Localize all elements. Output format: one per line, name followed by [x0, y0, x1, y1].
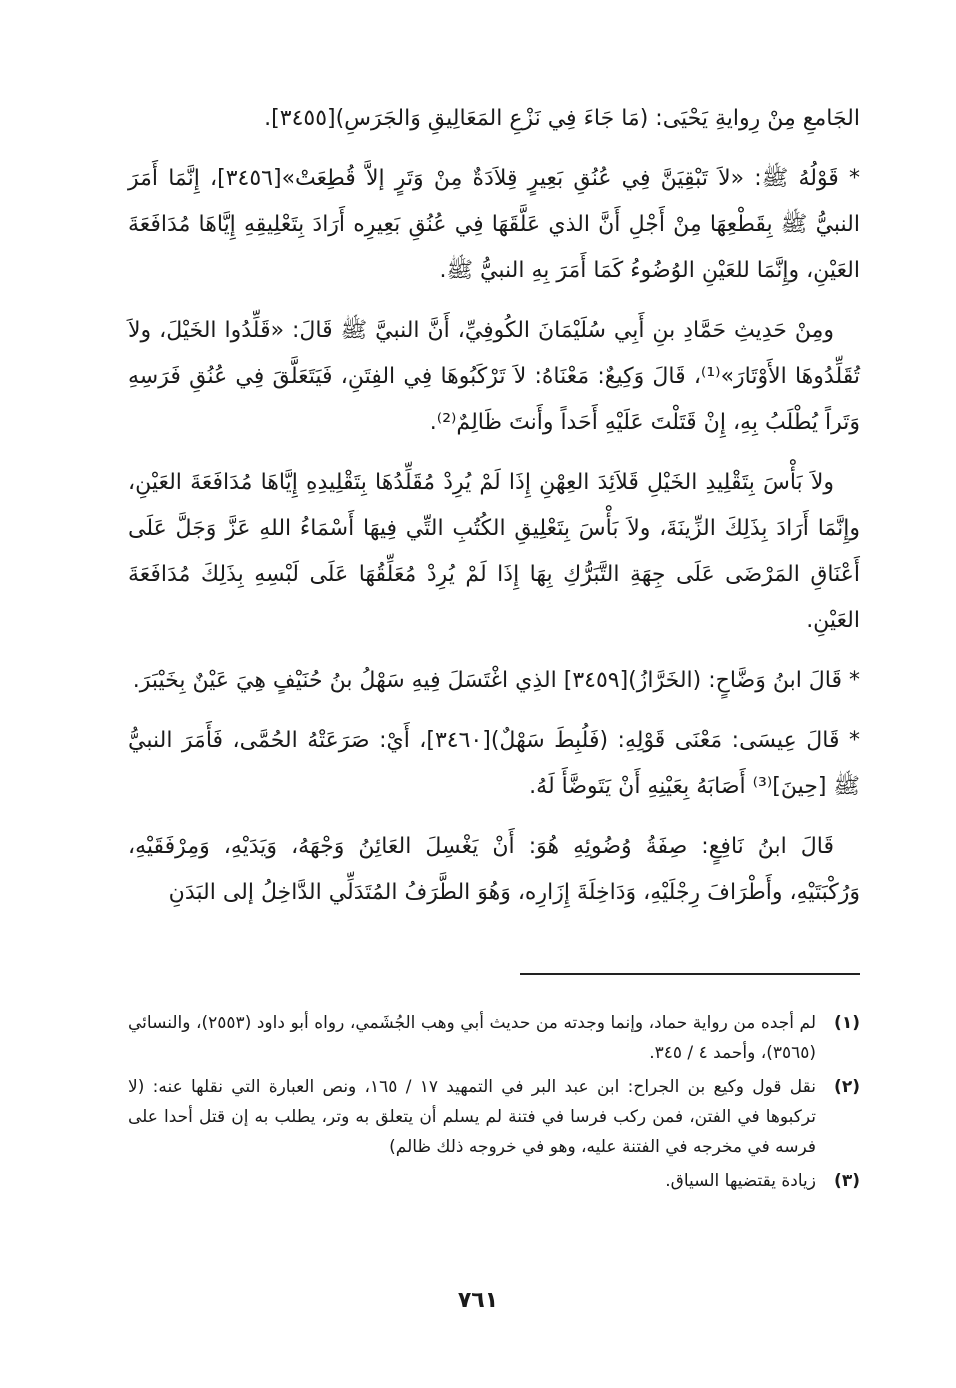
paragraph-1: الجَامعِ مِنْ رِوايةِ يَحْيَى: (مَا جَاءَ فِي نَزْعِ المَعَالِيقِ وَالجَرَسِ)[٣٤٥٥].: [264, 106, 860, 131]
footnotes: [128, 1008, 860, 1200]
paragraph-4: ولاَ بَأْسَ بِتَقْلِيدِ الخَيْلِ قَلاَئِدَ العِهْنِ إِذَا لَمْ يُرِدْ مُقَلِّدُهَا بِتَقْلِيدِهِ إِيَّاهَا مُدَافَعَةَ العَيْنِ، وإِنَّمَا أَرَادَ بِذَلِكَ الزِّينَةَ، ولاَ بَأْسَ بِتَعْلِيقِ الكُتُبِ التِّي فِيهَا أَسْمَاءُ اللهِ عَزَّ وَجَلَّ عَلَى أَعْنَاقِ المَرْضَى عَلَى جِهَةِ التَّبَرُّكِ بِهَا إِذَا لَمْ يُرِدْ مُعَلِّقُهَا عَلَى لَبْسِهِ بِذَلِكَ مُدَافَعَةَ العَيْنِ.: [128, 470, 860, 633]
footnote-3: [128, 1166, 860, 1196]
paragraph-3: ومِنْ حَدِيثِ حَمَّادِ بنِ أَبِي سُلَيْمَانَ الكُوفِيِّ، أَنَّ النبيَّ ﷺ قَالَ: «قَلِّدُوا الخَيْلَ، ولاَ تُقَلِّدُوهَا الأَوْتَارَ»⁽¹⁾، قَالَ وَكِيعٌ: مَعْنَاهُ: لاَ تَرْكَبُوهَا فِي الفِتَنِ، فَيَتَعَلَّقَ فِي عُنُقِ فَرَسِهِ وَتَراً يُطْلَبُ بِهِ، إِنْ قَتَلْتَ عَلَيْهِ أَحَداً وأَنتَ ظَالِمٌ⁽²⁾.: [128, 318, 860, 435]
footnote-1: [128, 1008, 860, 1068]
paragraph-5: * قَالَ ابنُ وَضَّاحٍ: (الخَرَّازُ)[٣٤٥٩] الذِي اغْتَسَلَ فِيهِ سَهْلُ بنُ حُنَيْفٍ هِيَ عَيْنٌ بِخَيْبَرَ.: [132, 668, 860, 693]
footnote-number: (٢): [834, 1077, 860, 1097]
footnote-number: (١): [834, 1013, 860, 1033]
paragraph-6: * قَالَ عِيسَى: مَعْنَى قَوْلِهِ: (فَلُبِطَ سَهْلٌ)[٣٤٦٠]، أَيْ: صَرَعَتْهُ الحُمَّى، فَأَمَرَ النبيُّ ﷺ [حِينَ]⁽³⁾ أَصَابَهُ بِعَيْنِهِ أَنْ يَتَوضَّأَ لَهُ.: [128, 728, 860, 799]
footnote-2: [128, 1072, 860, 1162]
footnote-number: (٣): [834, 1171, 860, 1191]
footnote-text: نقل قول وكيع بن الجراح: ابن عبد البر في التمهيد ١٧ / ١٦٥، ونص العبارة التي نقلها عنه: (لا تركبوها في الفتن، فمن ركب فرسا في فتنة لم يسلم أن يتعلق به وتر، يطلب به إن قتل أحدا على فرسه في مخرجه في الفتنة عليه، وهو في خروجه ذلك ظالم): [128, 1077, 816, 1157]
paragraph-7: قَالَ ابنُ نَافِعٍ: صِفَةُ وُضُوئِهِ هُوَ: أَنْ يَغْسِلَ العَائِنُ وَجْهَهُ، وَيَدَيْهِ، وَمِرْفَقَيْهِ، وَرُكْبَتَيْهِ، وأَطْرَافَ رِجْلَيْهِ، وَدَاخِلَةَ إِزَارِه، وَهُوَ الطَّرَفُ المُتَدَلِّي الدَّاخِلُ إلى البَدَنِ: [128, 834, 860, 905]
footnote-text: زيادة يقتضيها السياق.: [665, 1171, 816, 1191]
footnote-text: لم أجده من رواية حماد، وإنما وجدته من حديث أبي وهب الجُشَمي، رواه أبو داود (٢٥٥٣)، والنسائي (٣٥٦٥)، وأحمد ٤ / ٣٤٥.: [128, 1013, 817, 1063]
paragraph-2: * قَوْلُهُ ﷺ: «لاَ تَبْقِيَنَّ فِي عُنُقِ بَعِيرٍ قِلاَدَةٌ مِنْ وَتَرٍ إلاَّ قُطِعَتْ»[٣٤٥٦]، إِنَّمَا أَمَرَ النبيُّ ﷺ بِقَطْعِهَا مِنْ أَجْلِ أَنَّ الذي عَلَّقَهَا فِي عُنُقِ بَعِيرِه أَرَادَ بِتَعْلِيقِهِ إِيَّاهَا مُدَافَعَةَ العَيْنِ، وإِنَّمَا للعَيْنِ الوُضُوءُ كَمَا أَمَرَ بِهِ النبيُّ ﷺ.: [128, 166, 860, 283]
page-number: ٧٦١: [457, 1288, 499, 1313]
main-text: [128, 96, 860, 930]
footnote-separator: [520, 973, 860, 975]
